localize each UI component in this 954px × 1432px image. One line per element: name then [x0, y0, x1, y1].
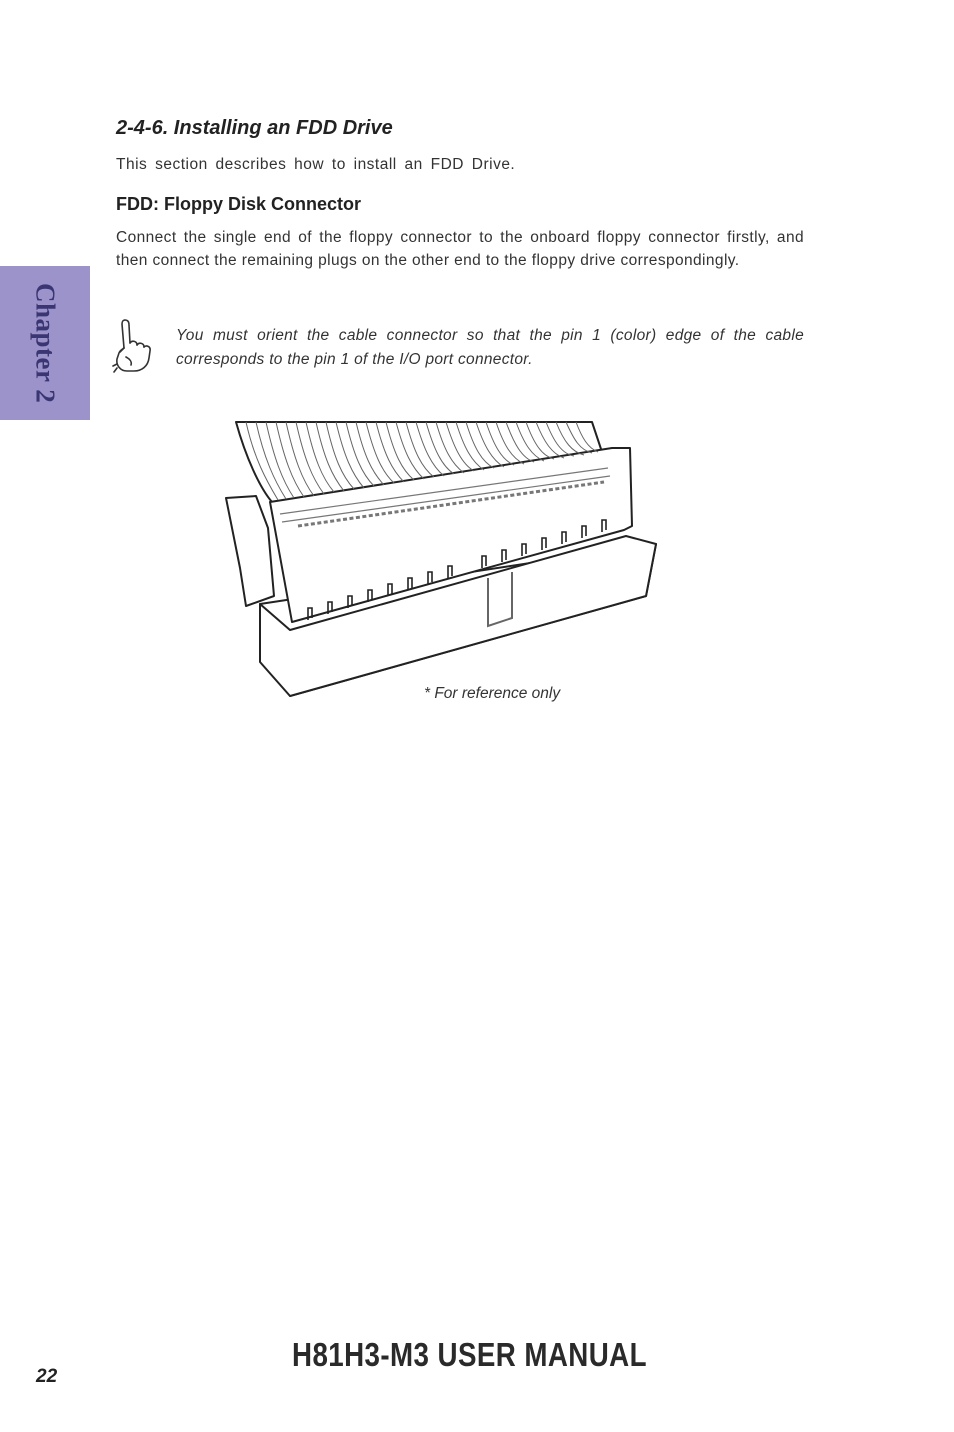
- connector-heading: FDD: Floppy Disk Connector: [116, 194, 362, 214]
- note-text: You must orient the cable connector so that the pin 1 (color) edge of the cable corresponds to the pin 1 of the I/O port connector.: [176, 327, 804, 368]
- figure-caption: * For reference only: [424, 685, 561, 702]
- pointing-hand-icon: [112, 316, 162, 376]
- section-title: 2-4-6. Installing an FDD Drive: [116, 117, 393, 139]
- page-number: 22: [36, 1366, 58, 1387]
- section-intro: This section describes how to install an FDD Drive.: [116, 156, 516, 173]
- connector-paragraph: Connect the single end of the floppy connector to the onboard floppy connector firstly, and then connect the remaining plugs on the other end to the floppy drive correspondingly.: [116, 229, 804, 269]
- fdd-cable-connector-illustration: [220, 418, 664, 704]
- chapter-tab-label: Chapter 2: [30, 282, 61, 404]
- manual-title: H81H3-M3 USER MANUAL: [292, 1336, 647, 1373]
- chapter-tab: [0, 266, 90, 420]
- left-latch: [226, 496, 274, 606]
